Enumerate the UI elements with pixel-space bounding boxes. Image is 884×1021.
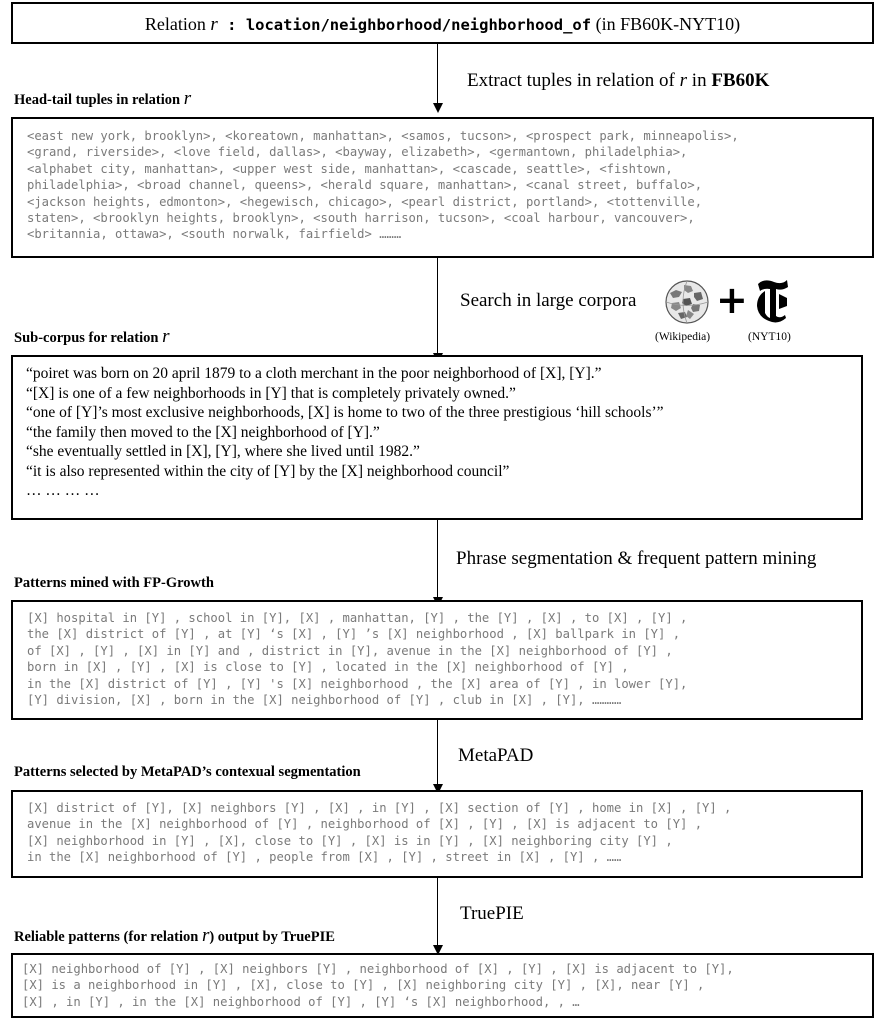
arrow-1-head [433, 103, 443, 113]
label-truepie: Reliable patterns (for relation r) output by TruePIE [14, 925, 335, 946]
page-title: Relation r : location/neighborhood/neighborhood_of (in FB60K-NYT10) [144, 14, 741, 35]
arrow-5 [437, 878, 438, 946]
tuples-box [11, 117, 874, 258]
fpgrowth-box [11, 600, 863, 720]
arrow-4 [437, 720, 438, 785]
step-metapad: MetaPAD [458, 745, 534, 766]
truepie-box [11, 953, 874, 1018]
step-extract: Extract tuples in relation of r in FB60K [467, 70, 770, 91]
title-box [11, 2, 874, 44]
step-mining: Phrase segmentation & frequent pattern mining [456, 548, 817, 569]
metapad-text: [X] district of [Y], [X] neighbors [Y] , [X] , in [Y] , [X] section of [Y] , home in [X] , [Y] , avenue in the [X] neighborhood of [Y] , neighborhood of [X] , [Y] , [X] is adjacent to [Y] , [X] neighborhood in [Y] , [X], close to [Y] , [X] is in [Y] , [X] neighboring city [Y] , in the [X] neighborhood of [Y] , people from [X] , [Y] , street in [X] , [Y] , …… [27, 801, 732, 865]
truepie-text: [X] neighborhood of [Y] , [X] neighbors [Y] , neighborhood of [X] , [Y] , [X] is adjacent to [Y], [X] is a neighborhood in [Y] , [X], close to [Y] , [X] neighboring city [Y] , [X], near [Y] , [X] , in [Y] , in the [X] neighborhood of [Y] , [Y] ‘s [X] neighborhood, , … [22, 962, 734, 1009]
label-subcorpus: Sub-corpus for relation r [14, 326, 170, 347]
arrow-3 [437, 520, 438, 598]
relation-name: location/neighborhood/neighborhood_of [245, 16, 592, 34]
fpgrowth-text: [X] hospital in [Y] , school in [Y], [X] , manhattan, [Y] , the [Y] , [X] , to [X] , [Y] , the [X] district of [Y] , at [Y] ‘s [X] , [Y] ’s [X] neighborhood , [X] ballpark in [Y] , of [X] , [Y] , [X] in [Y] and , district in [Y], avenue in the [X] neighborhood of [Y] , born in [X] , [Y] , [X] is close to [Y] , located in the [X] neighborhood of [Y] , in the [X] district of [Y] , [Y] 's [X] neighborhood , the [X] area of [Y] , in lower [Y], [Y] division, [X] , born in the [X] neighborhood of [Y] , club in [X] , [Y], ………… [27, 611, 688, 708]
step-truepie: TruePIE [460, 903, 524, 924]
subcorpus-text: “poiret was born on 20 april 1879 to a cloth merchant in the poor neighborhood of [X], [Y].” “[X] is one of a few neighborhoods in [Y] that is completely privately owned.” “one of [Y]’s most exclusive neighborhoods, [X] is home to two of the three prestigious ‘hill schools’” “the family then moved to the [X] neighborhood of [Y].” “she eventually settled in [X], [Y], where she lived until 1982.” “it is also represented within the city of [Y] by the [X] neighborhood council” … … … … [26, 365, 664, 499]
label-fpgrowth: Patterns mined with FP-Growth [14, 575, 214, 591]
tuples-text: <east new york, brooklyn>, <koreatown, manhattan>, <samos, tucson>, <prospect park, minneapolis>, <grand, riverside>, <love field, dallas>, <bayway, elizabeth>, <germantown, philadelphia>, <alphabet city, manhattan>, <upper west side, manhattan>, <cascade, seattle>, <fishtown, philadelphia>, <broad channel, queens>, <herald square, manhattan>, <canal street, buffalo>, <jackson heights, edmonton>, <hegewisch, chicago>, <pearl district, portland>, <tottenville, staten>, <brooklyn heights, brooklyn>, <south harrison, tucson>, <coal harbour, vancouver>, <britannia, ottawa>, <south norwalk, fairfield> ……… [27, 129, 739, 242]
plus-sign: + [716, 278, 748, 322]
nyt-logo-icon [752, 276, 792, 324]
nyt-caption: (NYT10) [748, 331, 791, 343]
label-tuples: Head-tail tuples in relation r [14, 88, 192, 109]
metapad-box [11, 790, 863, 878]
subcorpus-box [11, 355, 863, 520]
label-metapad: Patterns selected by MetaPAD’s contexual segmentation [14, 764, 361, 780]
arrow-1 [437, 44, 438, 104]
wikipedia-icon [664, 279, 710, 325]
arrow-2 [437, 258, 438, 354]
step-search: Search in large corpora [460, 290, 637, 311]
wikipedia-caption: (Wikipedia) [655, 331, 711, 343]
